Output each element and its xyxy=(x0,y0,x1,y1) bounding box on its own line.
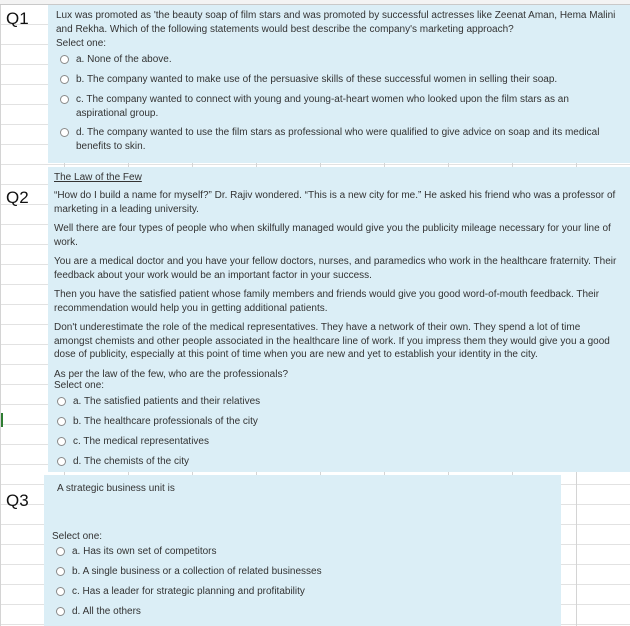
question-2-panel xyxy=(48,167,630,472)
option-label: a. The satisfied patients and their relatives xyxy=(73,396,261,407)
radio-button[interactable] xyxy=(60,95,69,104)
option-label: a. None of the above. xyxy=(76,54,172,65)
option-label: d. The chemists of the city xyxy=(73,456,189,467)
radio-button[interactable] xyxy=(56,587,65,596)
option-label: b. The company wanted to make use of the persuasive skills of these successful women in selling their soap. xyxy=(76,74,558,85)
row-label-q1: Q1 xyxy=(6,9,29,28)
question-3-option-b[interactable] xyxy=(56,565,556,579)
question-1-option-a[interactable] xyxy=(60,53,620,67)
question-2-select-one: Select one: xyxy=(54,380,105,391)
question-2-paragraph-5: Don't underestimate the role of the medical representatives. They have a network of their own. They spend a lot of time amongst chemists and other people associated in the healthcare line of work. If you impress them they would give you a good dose of publicity, especially at this point of time when you are new and yet to establish your identity in the city. xyxy=(54,322,610,360)
question-1-text: Lux was promoted as 'the beauty soap of film stars and was promoted by successful actresses like Zeenat Aman, Hema Malini and Rekha. Which of the following statements would best describe the company's marketing approach? xyxy=(56,10,616,35)
question-1-option-d[interactable] xyxy=(60,126,620,153)
row-label-q3: Q3 xyxy=(6,491,29,510)
question-2-title: The Law of the Few xyxy=(54,172,142,183)
question-2-option-a[interactable] xyxy=(57,395,617,409)
question-1-select-one: Select one: xyxy=(56,38,107,49)
question-2-paragraph-3: You are a medical doctor and you have your fellow doctors, nurses, and paramedics who work in the healthcare fraternity. Their feedback about your work would be an important factor in your success. xyxy=(54,256,617,281)
row-selection-marker xyxy=(1,413,3,427)
radio-button[interactable] xyxy=(56,547,65,556)
question-2-paragraph-1: “How do I build a name for myself?” Dr. Rajiv wondered. “This is a new city for me.” He asked his friend who was a professor of marketing in a leading university. xyxy=(54,190,616,215)
question-2-paragraph-2: Well there are four types of people who when skilfully managed would give you the publicity mileage necessary for your line of work. xyxy=(54,223,611,248)
question-2-prompt: As per the law of the few, who are the professionals? xyxy=(54,369,289,380)
radio-button[interactable] xyxy=(60,75,69,84)
radio-button[interactable] xyxy=(57,417,66,426)
question-1-panel xyxy=(48,5,630,163)
option-label: d. All the others xyxy=(72,606,141,617)
option-label: c. The medical representatives xyxy=(73,436,209,447)
option-label: b. The healthcare professionals of the city xyxy=(73,416,258,427)
question-3-panel xyxy=(44,475,561,626)
radio-button[interactable] xyxy=(56,607,65,616)
radio-button[interactable] xyxy=(56,567,65,576)
option-label: c. Has a leader for strategic planning and profitability xyxy=(72,586,305,597)
question-3-option-d[interactable] xyxy=(56,605,556,619)
radio-button[interactable] xyxy=(57,437,66,446)
question-1-option-b[interactable] xyxy=(60,73,620,87)
option-label: b. A single business or a collection of related businesses xyxy=(72,566,322,577)
radio-button[interactable] xyxy=(57,457,66,466)
question-2-option-d[interactable] xyxy=(57,455,617,469)
question-2-option-b[interactable] xyxy=(57,415,617,429)
question-3-select-one: Select one: xyxy=(52,531,103,542)
question-1-option-c[interactable] xyxy=(60,93,620,120)
question-2-paragraph-4: Then you have the satisfied patient whose family members and friends would give you good word-of-mouth feedback. Their recommendation would help you in getting additional patients. xyxy=(54,289,600,314)
question-3-option-c[interactable] xyxy=(56,585,556,599)
row-label-q2: Q2 xyxy=(6,188,29,207)
radio-button[interactable] xyxy=(60,128,69,137)
radio-button[interactable] xyxy=(57,397,66,406)
option-label: a. Has its own set of competitors xyxy=(72,546,217,557)
option-label: d. The company wanted to use the film stars as professional who were qualified to give advice on soap and its medical benefits to skin. xyxy=(76,127,600,152)
question-3-option-a[interactable] xyxy=(56,545,556,559)
question-3-text: A strategic business unit is xyxy=(57,483,175,494)
question-2-option-c[interactable] xyxy=(57,435,617,449)
radio-button[interactable] xyxy=(60,55,69,64)
option-label: c. The company wanted to connect with young and young-at-heart women who looked upon the film stars as an aspirational group. xyxy=(76,94,569,119)
